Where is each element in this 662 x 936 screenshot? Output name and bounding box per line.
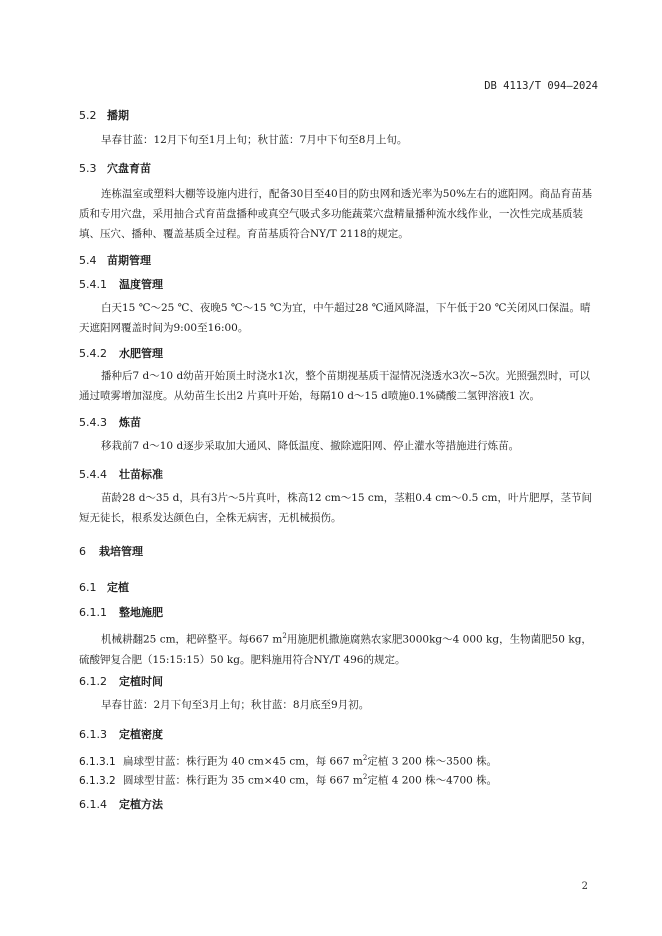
text-part: 定植 4 200 株～4700 株。 <box>367 774 498 787</box>
superscript: 2 <box>362 773 368 781</box>
section-title: 定植密度 <box>119 728 163 741</box>
section-number: 6.1 <box>79 581 97 594</box>
section-title: 整地施肥 <box>119 606 163 619</box>
doc-code: DB 4113/T 094—2024 <box>484 80 598 92</box>
section-title: 栽培管理 <box>99 545 143 558</box>
paragraph-5-3: 连栋温室或塑料大棚等设施内进行，配备30目至40目的防虫网和透光率为50%左右的遮阳网。商品育苗基质和专用穴盘，采用抽合式育苗盘播种或真空气吸式多功能蔬菜穴盘精量播种流水线作业，一次性完成基质装填、压穴、播种、覆盖基质全过程。育苗基质符合NY/T 2118的规定。 <box>79 188 593 240</box>
section-title: 壮苗标准 <box>119 468 163 481</box>
section-number: 6.1.4 <box>79 798 107 811</box>
heading-5-2 <box>79 107 129 123</box>
section-title: 定植时间 <box>119 675 163 688</box>
item-6-1-3-2 <box>79 767 600 791</box>
paragraph-6-1-1 <box>79 626 600 670</box>
paragraph-5-4-2: 播种后7 d～10 d幼苗开始顶土时浇水1次，整个苗期视基质干湿情况浇透水3次~5次。光照强烈时，可以通过喷雾增加湿度。从幼苗生长出2 片真叶开始，每隔10 d～15 d喷施0.1%磷酸二氢钾溶液1 次。 <box>79 370 590 402</box>
heading-5-4-3 <box>79 414 141 430</box>
section-number: 5.4.2 <box>79 347 107 360</box>
heading-5-4 <box>79 252 151 268</box>
section-number: 5.2 <box>79 109 97 122</box>
paragraph-6-1-2: 早春甘蓝：2月下旬至3月上旬；秋甘蓝：8月底至9月初。 <box>101 699 370 711</box>
section-number: 5.4.3 <box>79 416 107 429</box>
heading-6 <box>79 543 143 559</box>
page-number: 2 <box>581 881 588 892</box>
heading-5-4-2 <box>79 345 163 361</box>
section-number: 6.1.1 <box>79 606 107 619</box>
heading-5-4-1 <box>79 276 163 292</box>
item-number: 6.1.3.1 <box>79 755 116 768</box>
section-title: 炼苗 <box>119 416 141 429</box>
superscript: 2 <box>362 754 368 762</box>
section-number: 6.1.2 <box>79 675 107 688</box>
section-number: 5.3 <box>79 162 97 175</box>
paragraph-5-4-4: 苗龄28 d～35 d，具有3片～5片真叶，株高12 cm～15 cm，茎粗0.4 cm～0.5 cm，叶片肥厚，茎节间短无徒长，根系发达颜色白，全株无病害，无机械损伤。 <box>79 492 593 524</box>
section-number: 5.4.1 <box>79 278 107 291</box>
section-title: 穴盘育苗 <box>107 162 151 175</box>
section-title: 水肥管理 <box>119 347 163 360</box>
heading-6-1 <box>79 579 129 595</box>
text-part: 用施肥机撒施腐熟农家肥3000kg～4 000 kg，生物菌肥50 kg，硫酸钾复合肥（15:15:15）50 kg。肥料施用符合NY/T 496的规定。 <box>79 633 592 666</box>
heading-6-1-3 <box>79 726 163 742</box>
section-title: 温度管理 <box>119 278 163 291</box>
text-part: 定植 3 200 株～3500 株。 <box>367 755 498 768</box>
section-title: 播期 <box>107 109 129 122</box>
superscript: 2 <box>282 632 287 640</box>
section-title: 定植 <box>107 581 129 594</box>
text-part: 扁球型甘蓝：株行距为 40 cm×45 cm，每 667 m <box>123 755 363 768</box>
heading-6-1-1 <box>79 604 163 620</box>
item-number: 6.1.3.2 <box>79 774 116 787</box>
section-number: 5.4.4 <box>79 468 107 481</box>
section-number: 5.4 <box>79 254 97 267</box>
text-part: 圆球型甘蓝：株行距为 35 cm×40 cm，每 667 m <box>123 774 363 787</box>
paragraph-5-2: 早春甘蓝：12月下旬至1月上旬；秋甘蓝：7月中下旬至8月上旬。 <box>101 134 408 146</box>
paragraph-5-4-3: 移栽前7 d～10 d逐步采取加大通风、降低温度、撤除遮阳网、停止灌水等措施进行炼苗。 <box>101 440 520 452</box>
heading-6-1-2 <box>79 673 163 689</box>
heading-6-1-4 <box>79 796 163 812</box>
section-title: 苗期管理 <box>107 254 151 267</box>
section-number: 6 <box>79 545 86 558</box>
paragraph-5-4-1: 白天15 ℃～25 ℃、夜晚5 ℃～15 ℃为宜，中午超过28 ℃通风降温，下午低于20 ℃关闭风口保温。晴天遮阳网覆盖时间为9:00至16:00。 <box>79 302 591 334</box>
heading-5-3 <box>79 160 151 176</box>
text-part: 机械耕翻25 cm，耙碎整平。每667 m <box>101 633 283 646</box>
section-number: 6.1.3 <box>79 728 107 741</box>
heading-5-4-4 <box>79 466 163 482</box>
section-title: 定植方法 <box>119 798 163 811</box>
